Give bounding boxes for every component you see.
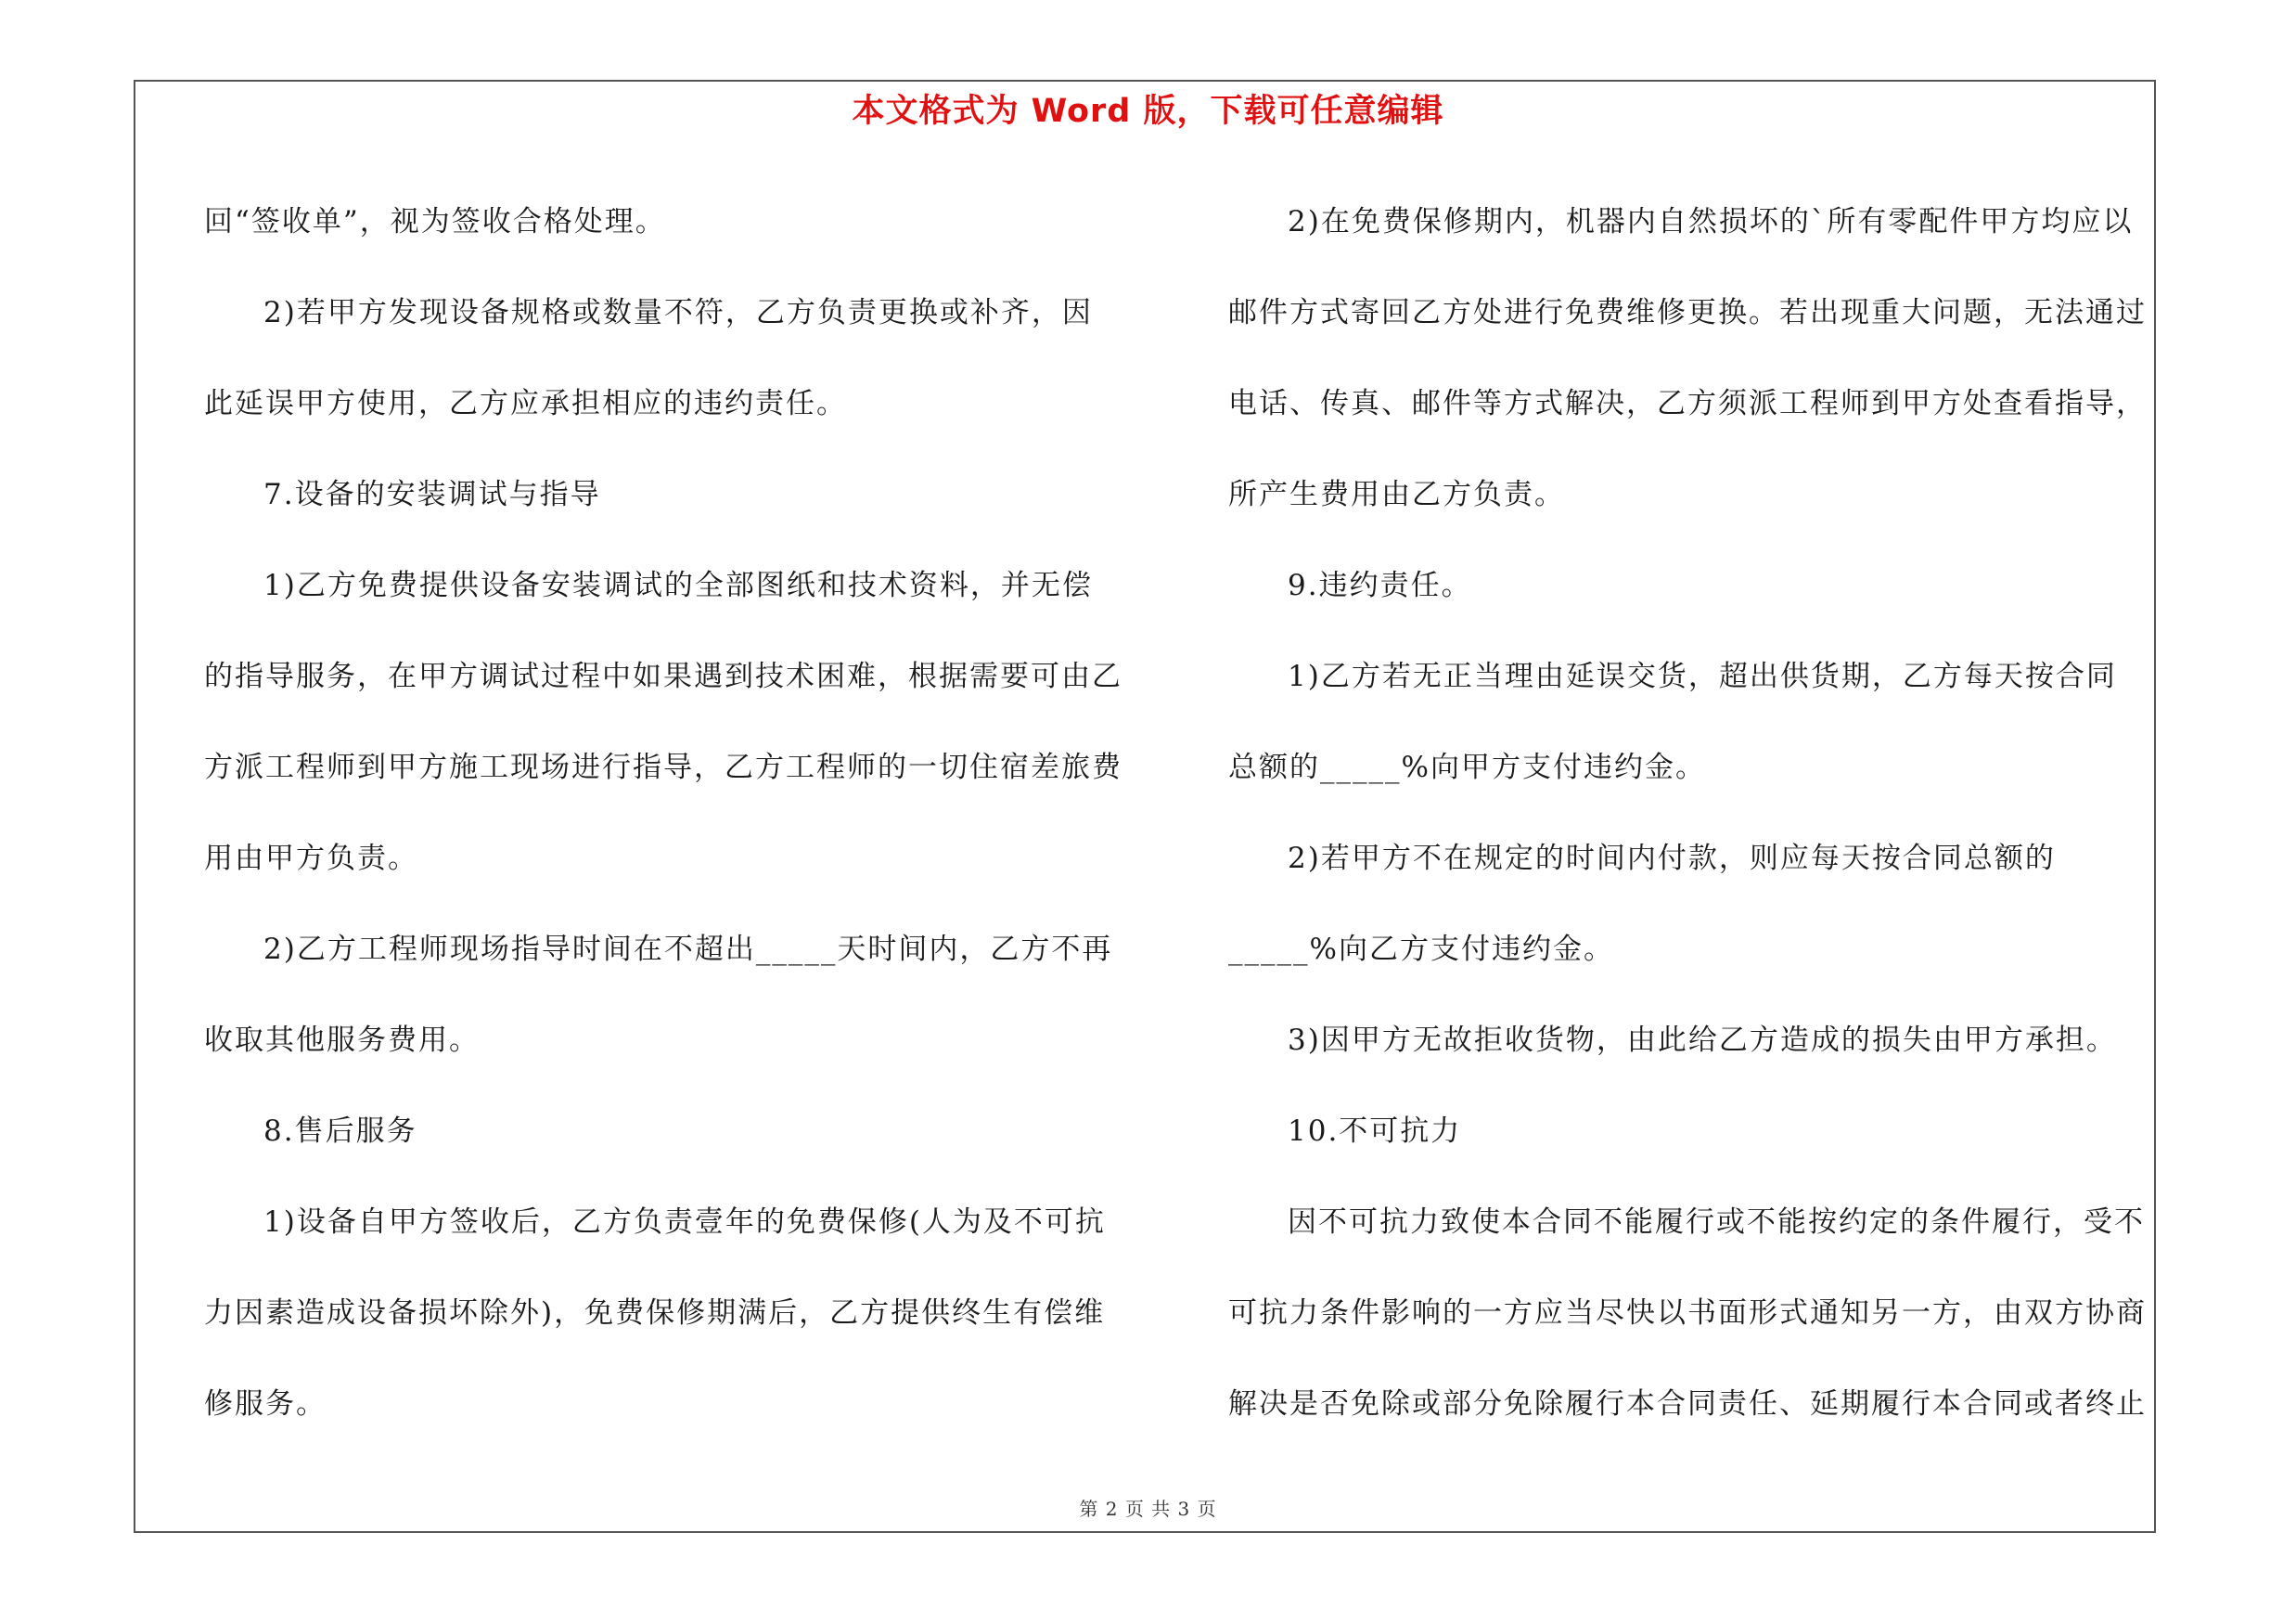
section-heading-7: 7.设备的安装调试与指导 [263, 478, 601, 511]
right-column [1228, 176, 2147, 1449]
left-paragraph-5: 2)乙方工程师现场指导时间在不超出_____天时间内，乙方不再收取其他服务费用。 [204, 933, 1113, 1057]
editable-format-banner: 本文格式为 Word 版，下载可任意编辑 [852, 93, 1444, 130]
right-paragraph-7: 因不可抗力致使本合同不能履行或不能按约定的条件履行，受不可抗力条件影响的一方应当尽快以书面形式通知另一方，由双方协商解决是否免除或部分免除履行本合同责任、延期履行本合同或者终止 [1228, 1205, 2147, 1421]
right-paragraph-5: 3)因甲方无故拒收货物，由此给乙方造成的损失由甲方承担。 [1288, 1024, 2117, 1057]
left-paragraph-1: 回“签收单”，视为签收合格处理。 [204, 205, 666, 238]
right-paragraph-1: 2)在免费保修期内，机器内自然损坏的`所有零配件甲方均应以邮件方式寄回乙方处进行免费维修更换。若出现重大问题，无法通过电话、传真、邮件等方式解决，乙方须派工程师到甲方处查看指导，所产生费用由乙方负责。 [1228, 205, 2147, 511]
page-number-footer: 第 2 页 共 3 页 [1079, 1498, 1217, 1520]
section-heading-9: 9.违约责任。 [1288, 569, 1472, 602]
left-paragraph-2: 2)若甲方发现设备规格或数量不符，乙方负责更换或补齐，因此延误甲方使用，乙方应承担相应的违约责任。 [204, 296, 1093, 420]
right-paragraph-4: 2)若甲方不在规定的时间内付款，则应每天按合同总额的_____%向乙方支付违约金。 [1228, 842, 2056, 966]
right-paragraph-3: 1)乙方若无正当理由延误交货，超出供货期，乙方每天按合同总额的_____%向甲方支付违约金。 [1228, 660, 2117, 784]
left-column [204, 176, 1122, 1449]
left-paragraph-4: 1)乙方免费提供设备安装调试的全部图纸和技术资料，并无偿的指导服务，在甲方调试过程中如果遇到技术困难，根据需要可由乙方派工程师到甲方施工现场进行指导，乙方工程师的一切住宿差旅费用由甲方负责。 [204, 569, 1122, 875]
section-heading-10: 10.不可抗力 [1288, 1114, 1462, 1148]
section-heading-8: 8.售后服务 [263, 1114, 417, 1148]
left-paragraph-7: 1)设备自甲方签收后，乙方负责壹年的免费保修(人为及不可抗力因素造成设备损坏除外)，免费保修期满后，乙方提供终生有偿维修服务。 [204, 1205, 1106, 1421]
